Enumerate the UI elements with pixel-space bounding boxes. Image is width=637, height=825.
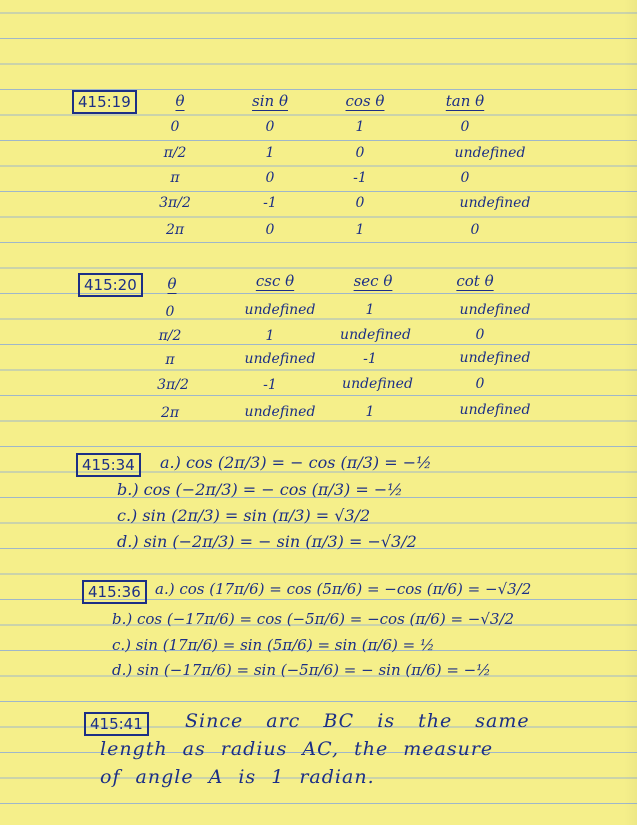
solution-line: a.) cos (2π/3) = − cos (π/3) = −½ xyxy=(160,453,432,472)
prose-line: length as radius AC, the measure xyxy=(100,738,494,760)
solution-line: a.) cos (17π/6) = cos (5π/6) = −cos (π/6) = −√3/2 xyxy=(155,580,532,598)
table20-header-theta: θ xyxy=(167,275,177,293)
table19-cell: -1 xyxy=(353,170,367,186)
table19-cell: undefined xyxy=(454,145,526,161)
table19-cell: 0 xyxy=(460,119,470,135)
table19-cell: 0 xyxy=(355,195,365,211)
solution-line: c.) sin (2π/3) = sin (π/3) = √3/2 xyxy=(117,506,371,525)
table19-cell: 0 xyxy=(265,119,275,135)
table19-cell: -1 xyxy=(263,195,277,211)
table19-cell: undefined xyxy=(459,195,531,211)
table20-cell: undefined xyxy=(340,327,411,343)
table20-cell: -1 xyxy=(263,377,277,393)
table20-cell: π/2 xyxy=(158,328,182,344)
table20-cell: -1 xyxy=(363,351,377,367)
table19-cell: 3π/2 xyxy=(159,195,191,211)
table20-header-sec: sec θ xyxy=(353,272,393,290)
table19-header-tan: tan θ xyxy=(445,92,485,110)
table19-cell: 0 xyxy=(470,222,480,238)
table20-header-csc: csc θ xyxy=(255,272,295,290)
solution-line: c.) sin (17π/6) = sin (5π/6) = sin (π/6) = ½ xyxy=(112,636,435,654)
problem-label-415-20: 415:20 xyxy=(78,273,143,297)
table19-cell: 1 xyxy=(355,222,365,238)
table20-cell: 2π xyxy=(160,405,180,421)
solution-line: b.) cos (−17π/6) = cos (−5π/6) = −cos (π/6) = −√3/2 xyxy=(112,610,515,628)
table20-cell: π xyxy=(165,352,175,368)
prose-line: of angle A is 1 radian. xyxy=(100,766,375,788)
table19-cell: 1 xyxy=(265,145,275,161)
table20-cell: undefined xyxy=(244,404,316,420)
table19-header-theta: θ xyxy=(175,92,185,110)
table20-cell: 3π/2 xyxy=(157,377,189,393)
table19-cell: 2π xyxy=(165,222,185,238)
table19-cell: 0 xyxy=(460,170,470,186)
table20-cell: undefined xyxy=(244,302,316,318)
table20-cell: 1 xyxy=(365,302,375,318)
table19-header-cos: cos θ xyxy=(345,92,385,110)
problem-label-415-41: 415:41 xyxy=(84,712,149,736)
table20-cell: undefined xyxy=(342,376,413,392)
table19-cell: 0 xyxy=(265,222,275,238)
table19-cell: π xyxy=(170,170,180,186)
table19-cell: 0 xyxy=(170,119,180,135)
table19-cell: 1 xyxy=(355,119,365,135)
table19-cell: 0 xyxy=(355,145,365,161)
table19-cell: 0 xyxy=(265,170,275,186)
problem-label-415-36: 415:36 xyxy=(82,580,147,604)
solution-line: d.) sin (−17π/6) = sin (−5π/6) = − sin (π/6) = −½ xyxy=(112,661,491,679)
table20-cell: 1 xyxy=(265,328,275,344)
problem-label-415-19: 415:19 xyxy=(72,90,137,114)
solution-line: d.) sin (−2π/3) = − sin (π/3) = −√3/2 xyxy=(117,532,417,551)
table20-cell: 0 xyxy=(475,376,485,392)
table20-cell: undefined xyxy=(459,302,531,318)
solution-line: b.) cos (−2π/3) = − cos (π/3) = −½ xyxy=(117,480,403,499)
prose-line: Since arc BC is the same xyxy=(185,710,530,732)
table20-header-cot: cot θ xyxy=(456,272,494,290)
table20-cell: 0 xyxy=(165,304,175,320)
table20-cell: undefined xyxy=(459,350,531,366)
table19-header-sin: sin θ xyxy=(252,92,288,110)
problem-label-415-34: 415:34 xyxy=(76,453,141,477)
table19-cell: π/2 xyxy=(163,145,187,161)
table20-cell: 0 xyxy=(475,327,485,343)
table20-cell: undefined xyxy=(459,402,531,418)
table20-cell: undefined xyxy=(244,351,316,367)
table20-cell: 1 xyxy=(365,404,375,420)
